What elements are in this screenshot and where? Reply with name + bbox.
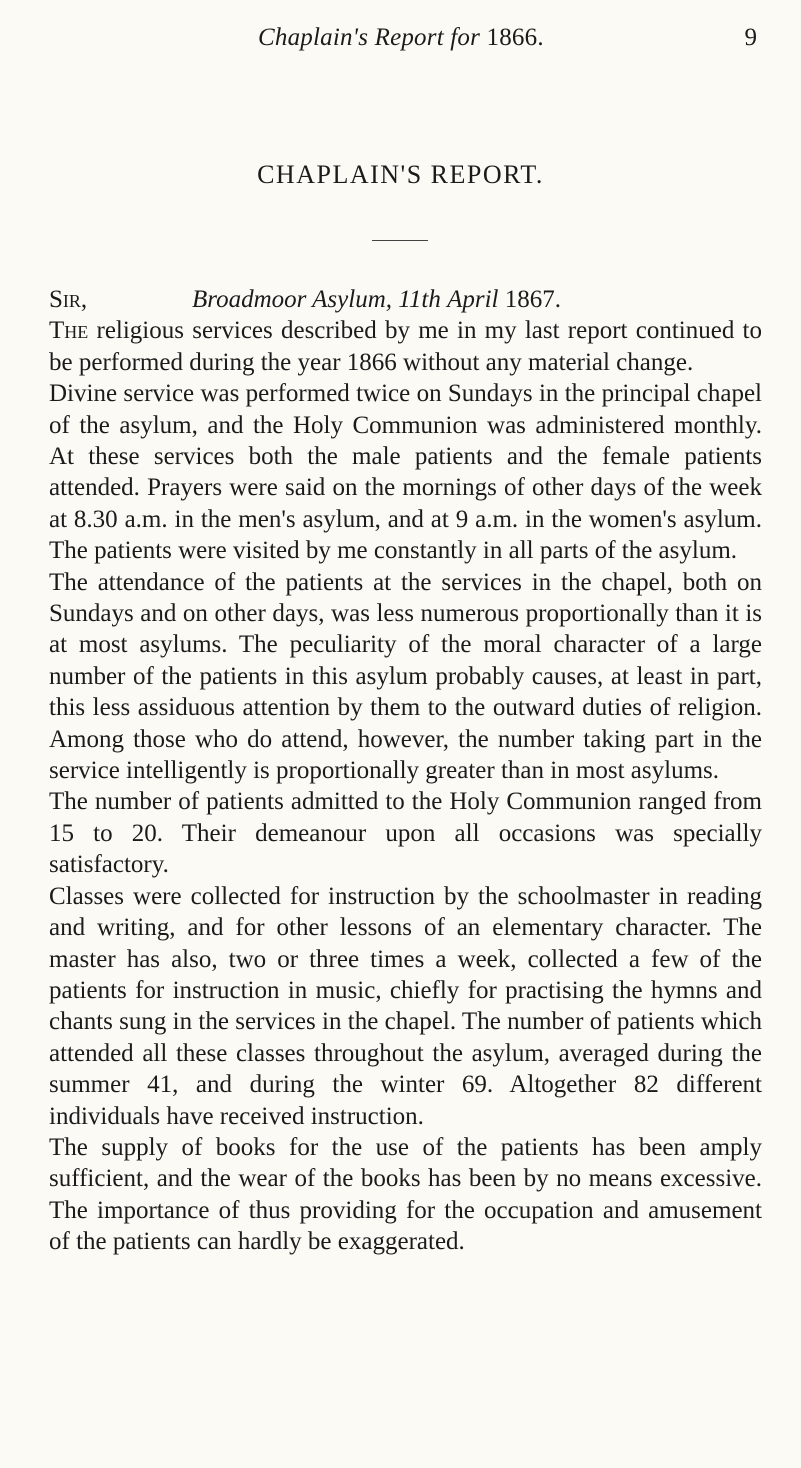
running-header bbox=[0, 24, 801, 60]
paragraph-text: Divine service was performed twice on Sundays in the principal chapel of the asylum, and the Holy Communion was administered monthly. At these services both the male patients and the female patients attended. Prayers were said on the mornings of other days of the week at 8.30 a.m. in the men's asylum, and at 9 a.m. in the women's asylum. The patients were visited by me constantly in all parts of the asylum. bbox=[49, 380, 762, 565]
paragraph-text: The supply of books for the use of the patients has been amply sufficient, and the wear of the books has been by no means excessive. The importance of thus providing for the occupation and amusement of the patients can hardly be exaggerated. bbox=[49, 1133, 762, 1256]
date-day: 11th bbox=[398, 286, 441, 313]
place-name: Broadmoor Asylum, bbox=[192, 286, 392, 313]
paragraph-lead: The bbox=[49, 317, 89, 345]
paragraph-text: The attendance of the patients at the services in the chapel, both on Sundays and on other days, was less numerous proportionally than it is at most asylums. The peculiarity of the moral character of a large number of the patients in this asylum probably causes, at least in part, this less assiduous attention by them to the outward duties of religion. Among those who do attend, however, the number taking part in the service intelligently is proportionally greater than in most asylums. bbox=[49, 568, 762, 785]
paragraph bbox=[49, 786, 762, 880]
page-number: 9 bbox=[744, 24, 757, 51]
running-title-text: Chaplain's Report for bbox=[258, 24, 481, 51]
paragraph bbox=[49, 315, 762, 378]
dateline bbox=[49, 284, 762, 315]
place-and-date bbox=[192, 284, 561, 315]
title-rule bbox=[372, 240, 428, 241]
report-title: CHAPLAIN'S REPORT. bbox=[257, 160, 544, 189]
report-body bbox=[49, 284, 762, 1258]
paragraph-text: religious services described by me in my last report continued to be performed during the year 1866 without any material change. bbox=[49, 317, 762, 376]
salutation: Sir, bbox=[49, 286, 88, 313]
paragraph bbox=[49, 378, 762, 566]
paragraph-text: Classes were collected for instruction by the schoolmaster in reading and writing, and for other lessons of an elementary character. The master has also, two or three times a week, collected a few of the patients for instruction in music, chiefly for practising the hymns and chants sung in the services in the chapel. The number of patients which attended all these classes throughout the asylum, averaged during the summer 41, and during the winter 69. Altogether 82 different individuals have received instruction. bbox=[49, 882, 762, 1130]
running-title-year: 1866. bbox=[486, 24, 544, 51]
date-year: 1867. bbox=[504, 286, 561, 313]
paragraph bbox=[49, 1132, 762, 1258]
paragraph bbox=[49, 881, 762, 1132]
running-title bbox=[258, 24, 544, 52]
paragraph-text: The number of patients admitted to the Holy Communion ranged from 15 to 20. Their demeanour upon all occasions was specially satisfactory. bbox=[49, 788, 762, 879]
date-month: April bbox=[447, 286, 499, 313]
paragraph bbox=[49, 567, 762, 787]
